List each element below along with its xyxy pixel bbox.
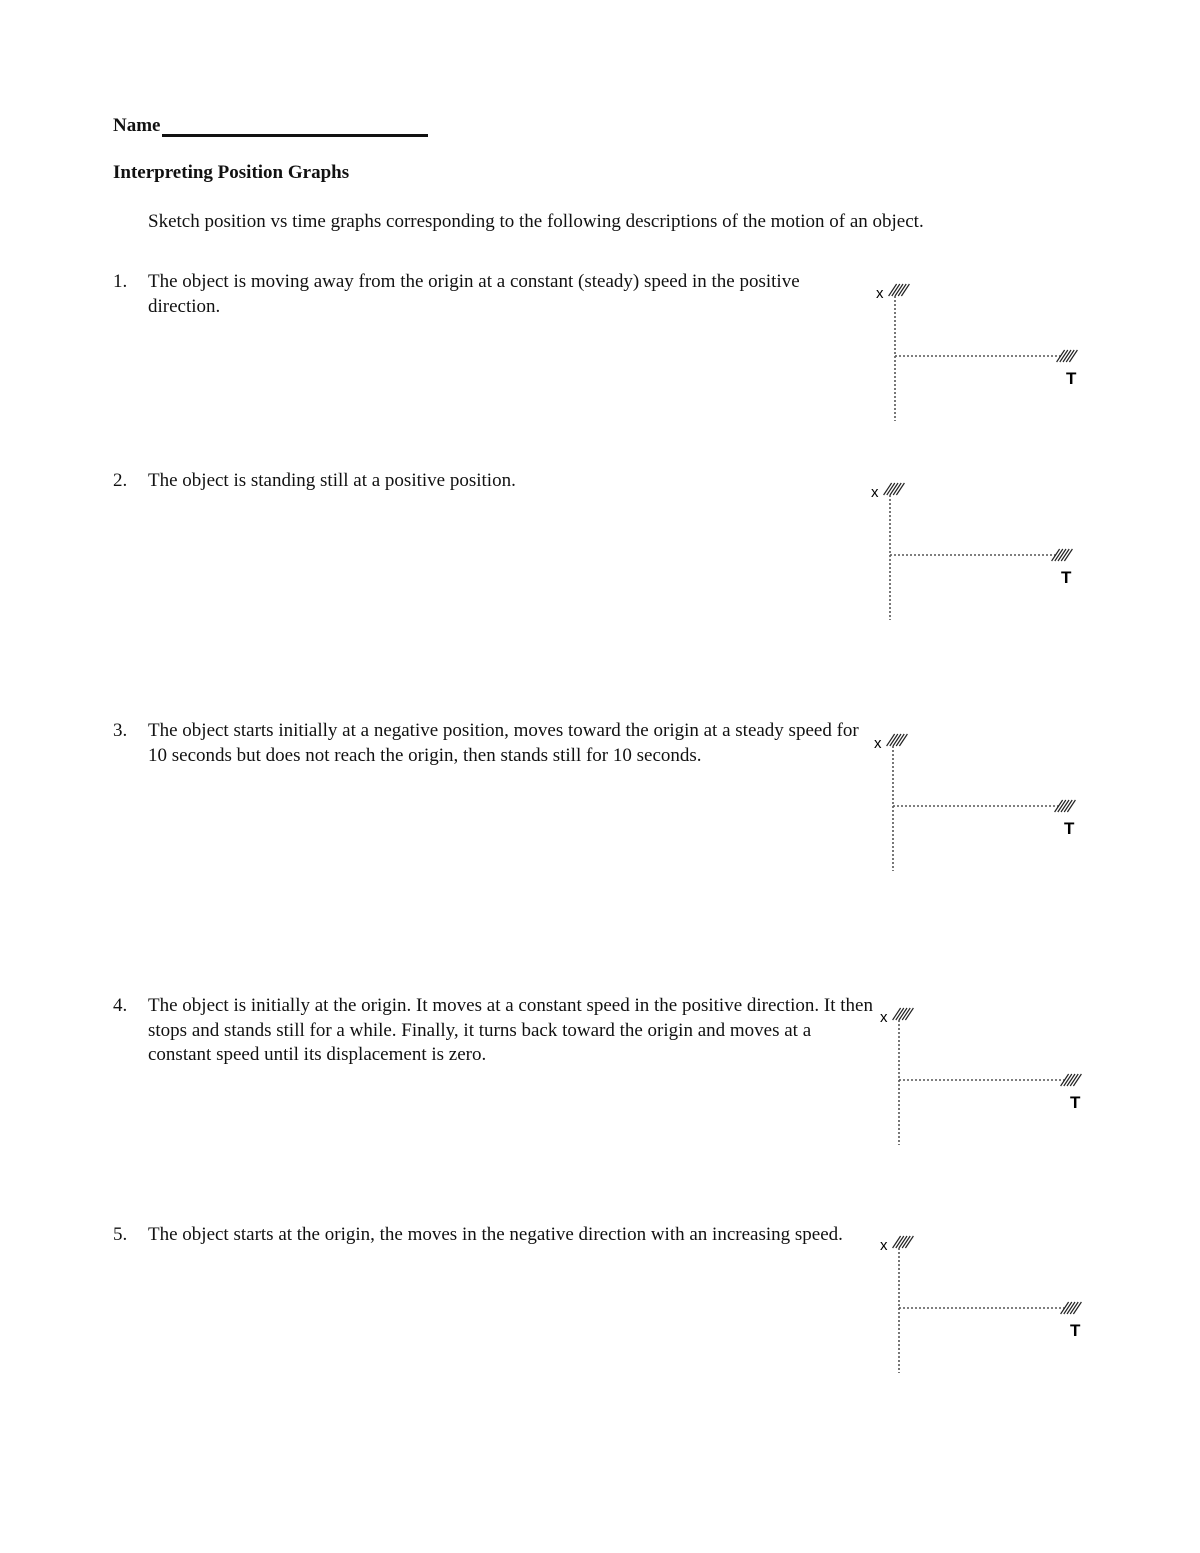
question-text: The object starts at the origin, the moves in the negative direction with an increasing speed. [148, 1224, 843, 1245]
blank-axes [868, 475, 1088, 645]
question-3 [113, 719, 873, 768]
question-5 [113, 1223, 873, 1248]
graph-3[interactable] [871, 726, 1091, 896]
position-axis-label: x [871, 484, 879, 501]
position-axis-label: x [874, 735, 882, 752]
position-axis-label: x [880, 1237, 888, 1254]
question-text: The object is initially at the origin. It moves at a constant speed in the positive direction. It then stops and stands still for a while. Finally, it turns back toward the origin and moves at a constant speed until its displacement is zero. [148, 995, 873, 1065]
question-text: The object is standing still at a positive position. [148, 470, 516, 491]
worksheet-title: Interpreting Position Graphs [113, 162, 350, 183]
graph-2[interactable] [868, 475, 1088, 645]
time-axis-label: T [1061, 568, 1072, 587]
question-1 [113, 270, 873, 319]
question-number: 3. [113, 720, 128, 741]
blank-axes [877, 1228, 1097, 1398]
time-axis-label: T [1070, 1093, 1081, 1112]
question-text: The object starts initially at a negative position, moves toward the origin at a steady speed for 10 seconds but does not reach the origin, then stands still for 10 seconds. [148, 720, 859, 766]
name-field[interactable] [113, 114, 428, 137]
position-axis-label: x [876, 285, 884, 302]
position-axis-arrow-hatch [889, 284, 910, 296]
position-axis-label: x [880, 1009, 888, 1026]
position-axis-arrow-hatch [884, 483, 905, 495]
name-label: Name [113, 115, 161, 136]
question-number: 4. [113, 995, 128, 1016]
position-axis-arrow-hatch [887, 734, 908, 746]
question-number: 2. [113, 470, 128, 491]
question-2 [113, 469, 873, 494]
graph-4[interactable] [877, 1000, 1097, 1170]
graph-5[interactable] [877, 1228, 1097, 1398]
time-axis-label: T [1066, 369, 1077, 388]
question-4 [113, 994, 873, 1068]
question-number: 5. [113, 1224, 128, 1245]
blank-axes [873, 276, 1093, 446]
name-blank-line[interactable] [162, 114, 428, 137]
blank-axes [877, 1000, 1097, 1170]
blank-axes [871, 726, 1091, 896]
time-axis-label: T [1064, 819, 1075, 838]
position-axis-arrow-hatch [893, 1008, 914, 1020]
graph-1[interactable] [873, 276, 1093, 446]
question-number: 1. [113, 271, 128, 292]
time-axis-label: T [1070, 1321, 1081, 1340]
question-text: The object is moving away from the origin at a constant (steady) speed in the positive direction. [148, 271, 800, 317]
position-axis-arrow-hatch [893, 1236, 914, 1248]
instructions: Sketch position vs time graphs corresponding to the following descriptions of the motion of an object. [148, 211, 924, 232]
